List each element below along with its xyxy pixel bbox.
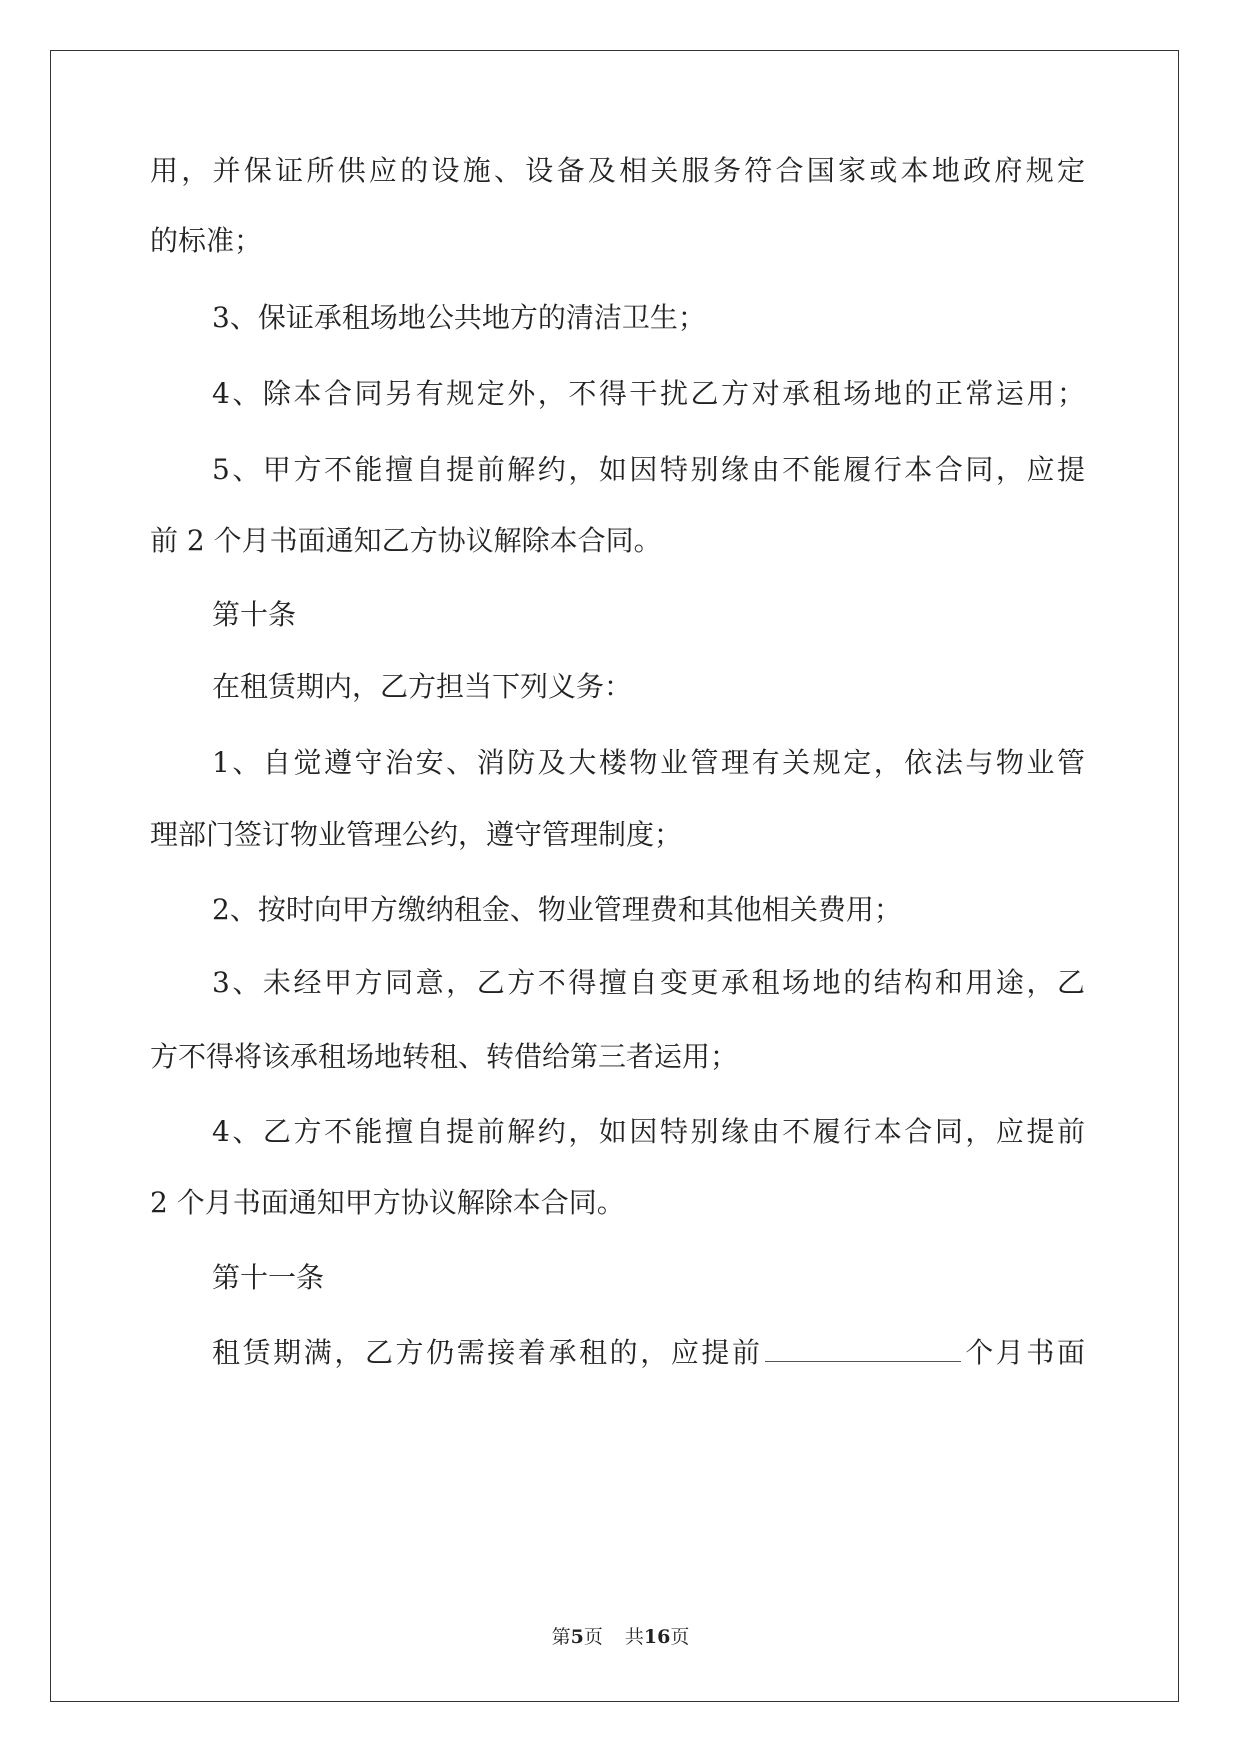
text-line: 3、保证承租场地公共地方的清洁卫生； (212, 301, 706, 334)
text-line: 4、乙方不能擅自提前解约，如因特别缘由不履行本合同，应提前 (212, 1115, 1085, 1148)
fill-in-blank (765, 1331, 961, 1362)
text-line: 在租赁期内，乙方担当下列义务： (212, 670, 633, 703)
footer-text: 共 (624, 1626, 644, 1648)
text-line: 理部门签订物业管理公约，遵守管理制度； (150, 818, 683, 851)
text-fragment: 个月书面 (962, 1336, 1085, 1369)
text-line: 3、未经甲方同意，乙方不得擅自变更承租场地的结构和用途，乙 (212, 966, 1085, 999)
footer-text: 页 (670, 1626, 690, 1648)
total-pages-number: 16 (643, 1626, 671, 1648)
text-line: 前 2 个月书面通知乙方协议解除本合同。 (150, 524, 662, 557)
current-page-number: 5 (570, 1626, 584, 1648)
section-heading: 第十条 (212, 598, 297, 631)
text-line (212, 1331, 1085, 1373)
text-fragment: 租赁期满，乙方仍需接着承租的，应提前 (212, 1336, 763, 1369)
text-line: 的标准； (150, 224, 263, 257)
section-heading: 第十一条 (212, 1261, 325, 1294)
footer-text: 页 (583, 1626, 603, 1648)
text-line: 2 个月书面通知甲方协议解除本合同。 (150, 1186, 625, 1219)
text-line: 2、按时向甲方缴纳租金、物业管理费和其他相关费用； (212, 893, 902, 926)
text-line: 5、甲方不能擅自提前解约，如因特别缘由不能履行本合同，应提 (212, 453, 1085, 486)
footer-text: 第 (551, 1626, 571, 1648)
text-line: 方不得将该承租场地转租、转借给第三者运用； (150, 1040, 739, 1073)
text-line: 1、自觉遵守治安、消防及大楼物业管理有关规定，依法与物业管 (212, 746, 1085, 779)
text-line: 4、除本合同另有规定外，不得干扰乙方对承租场地的正常运用； (212, 377, 1085, 410)
text-line: 用，并保证所供应的设施、设备及相关服务符合国家或本地政府规定 (150, 154, 1085, 187)
page-footer (0, 1622, 1241, 1649)
